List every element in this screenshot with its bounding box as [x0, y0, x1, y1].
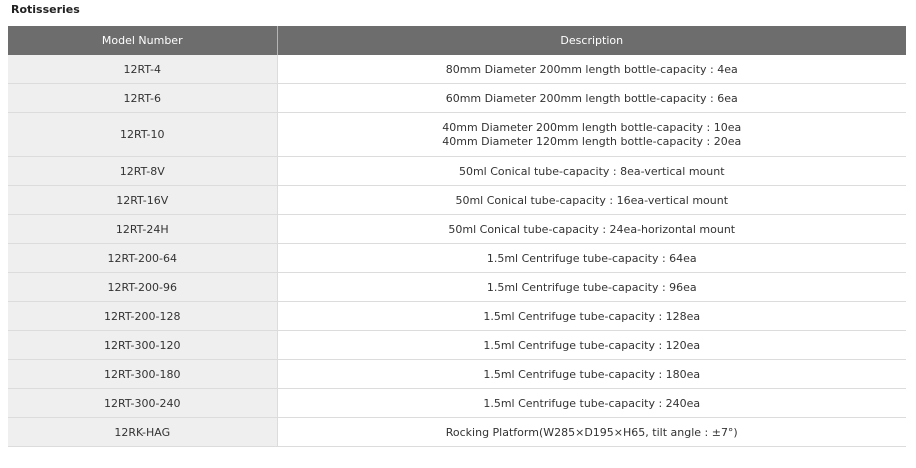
model-number-cell: 12RT-8V: [8, 157, 277, 186]
table-row: [8, 244, 906, 273]
table-header: [8, 26, 906, 55]
table-row: [8, 331, 906, 360]
description-line: 40mm Diameter 200mm length bottle-capacity : 10ea: [442, 121, 742, 134]
description-cell: [277, 360, 906, 389]
description-cell: [277, 389, 906, 418]
column-header-description: Description: [277, 26, 906, 55]
table-body: [8, 55, 906, 447]
table-row: [8, 302, 906, 331]
model-number-cell: 12RT-300-120: [8, 331, 277, 360]
model-number-cell: 12RT-4: [8, 55, 277, 84]
description-line: 1.5ml Centrifuge tube-capacity : 120ea: [483, 338, 701, 352]
description-cell: [277, 215, 906, 244]
description-line: 50ml Conical tube-capacity : 24ea-horizontal mount: [448, 222, 736, 236]
model-number-cell: 12RT-24H: [8, 215, 277, 244]
description-cell: [277, 244, 906, 273]
description-line: 1.5ml Centrifuge tube-capacity : 180ea: [483, 367, 701, 381]
description-line: 50ml Conical tube-capacity : 8ea-vertical mount: [458, 164, 725, 178]
description-line: 1.5ml Centrifuge tube-capacity : 240ea: [483, 396, 701, 410]
table-row: [8, 360, 906, 389]
description-cell: [277, 418, 906, 447]
description-cell: [277, 273, 906, 302]
table-row: [8, 215, 906, 244]
model-number-cell: 12RT-300-240: [8, 389, 277, 418]
table-row: [8, 157, 906, 186]
description-cell: [277, 113, 906, 157]
table-row: [8, 389, 906, 418]
table-row: [8, 55, 906, 84]
model-number-cell: 12RT-200-64: [8, 244, 277, 273]
description-line: 1.5ml Centrifuge tube-capacity : 96ea: [486, 280, 697, 294]
page-title: Rotisseries: [11, 3, 80, 16]
table-row: [8, 273, 906, 302]
description-line: 40mm Diameter 120mm length bottle-capacity : 20ea: [442, 135, 742, 148]
model-number-cell: 12RT-6: [8, 84, 277, 113]
description-cell: [277, 55, 906, 84]
column-header-model: Model Number: [8, 26, 277, 55]
model-number-cell: 12RT-16V: [8, 186, 277, 215]
model-number-cell: 12RT-200-96: [8, 273, 277, 302]
model-number-cell: 12RT-200-128: [8, 302, 277, 331]
table-header-row: [8, 26, 906, 55]
model-number-cell: 12RT-10: [8, 113, 277, 157]
model-number-cell: 12RT-300-180: [8, 360, 277, 389]
description-cell: [277, 186, 906, 215]
model-number-cell: 12RK-HAG: [8, 418, 277, 447]
description-cell: [277, 84, 906, 113]
description-line: 60mm Diameter 200mm length bottle-capacity : 6ea: [445, 91, 738, 105]
description-line: Rocking Platform(W285×D195×H65, tilt angle : ±7°): [445, 425, 738, 439]
spec-table: [8, 26, 906, 447]
description-line: 1.5ml Centrifuge tube-capacity : 128ea: [483, 309, 701, 323]
description-cell: [277, 302, 906, 331]
description-line: 80mm Diameter 200mm length bottle-capacity : 4ea: [445, 62, 738, 76]
table-row: [8, 418, 906, 447]
description-cell: [277, 331, 906, 360]
table-row: [8, 113, 906, 157]
description-line: 50ml Conical tube-capacity : 16ea-vertical mount: [455, 193, 729, 207]
table-row: [8, 84, 906, 113]
table-row: [8, 186, 906, 215]
description-cell: [277, 157, 906, 186]
description-line: 1.5ml Centrifuge tube-capacity : 64ea: [486, 251, 697, 265]
